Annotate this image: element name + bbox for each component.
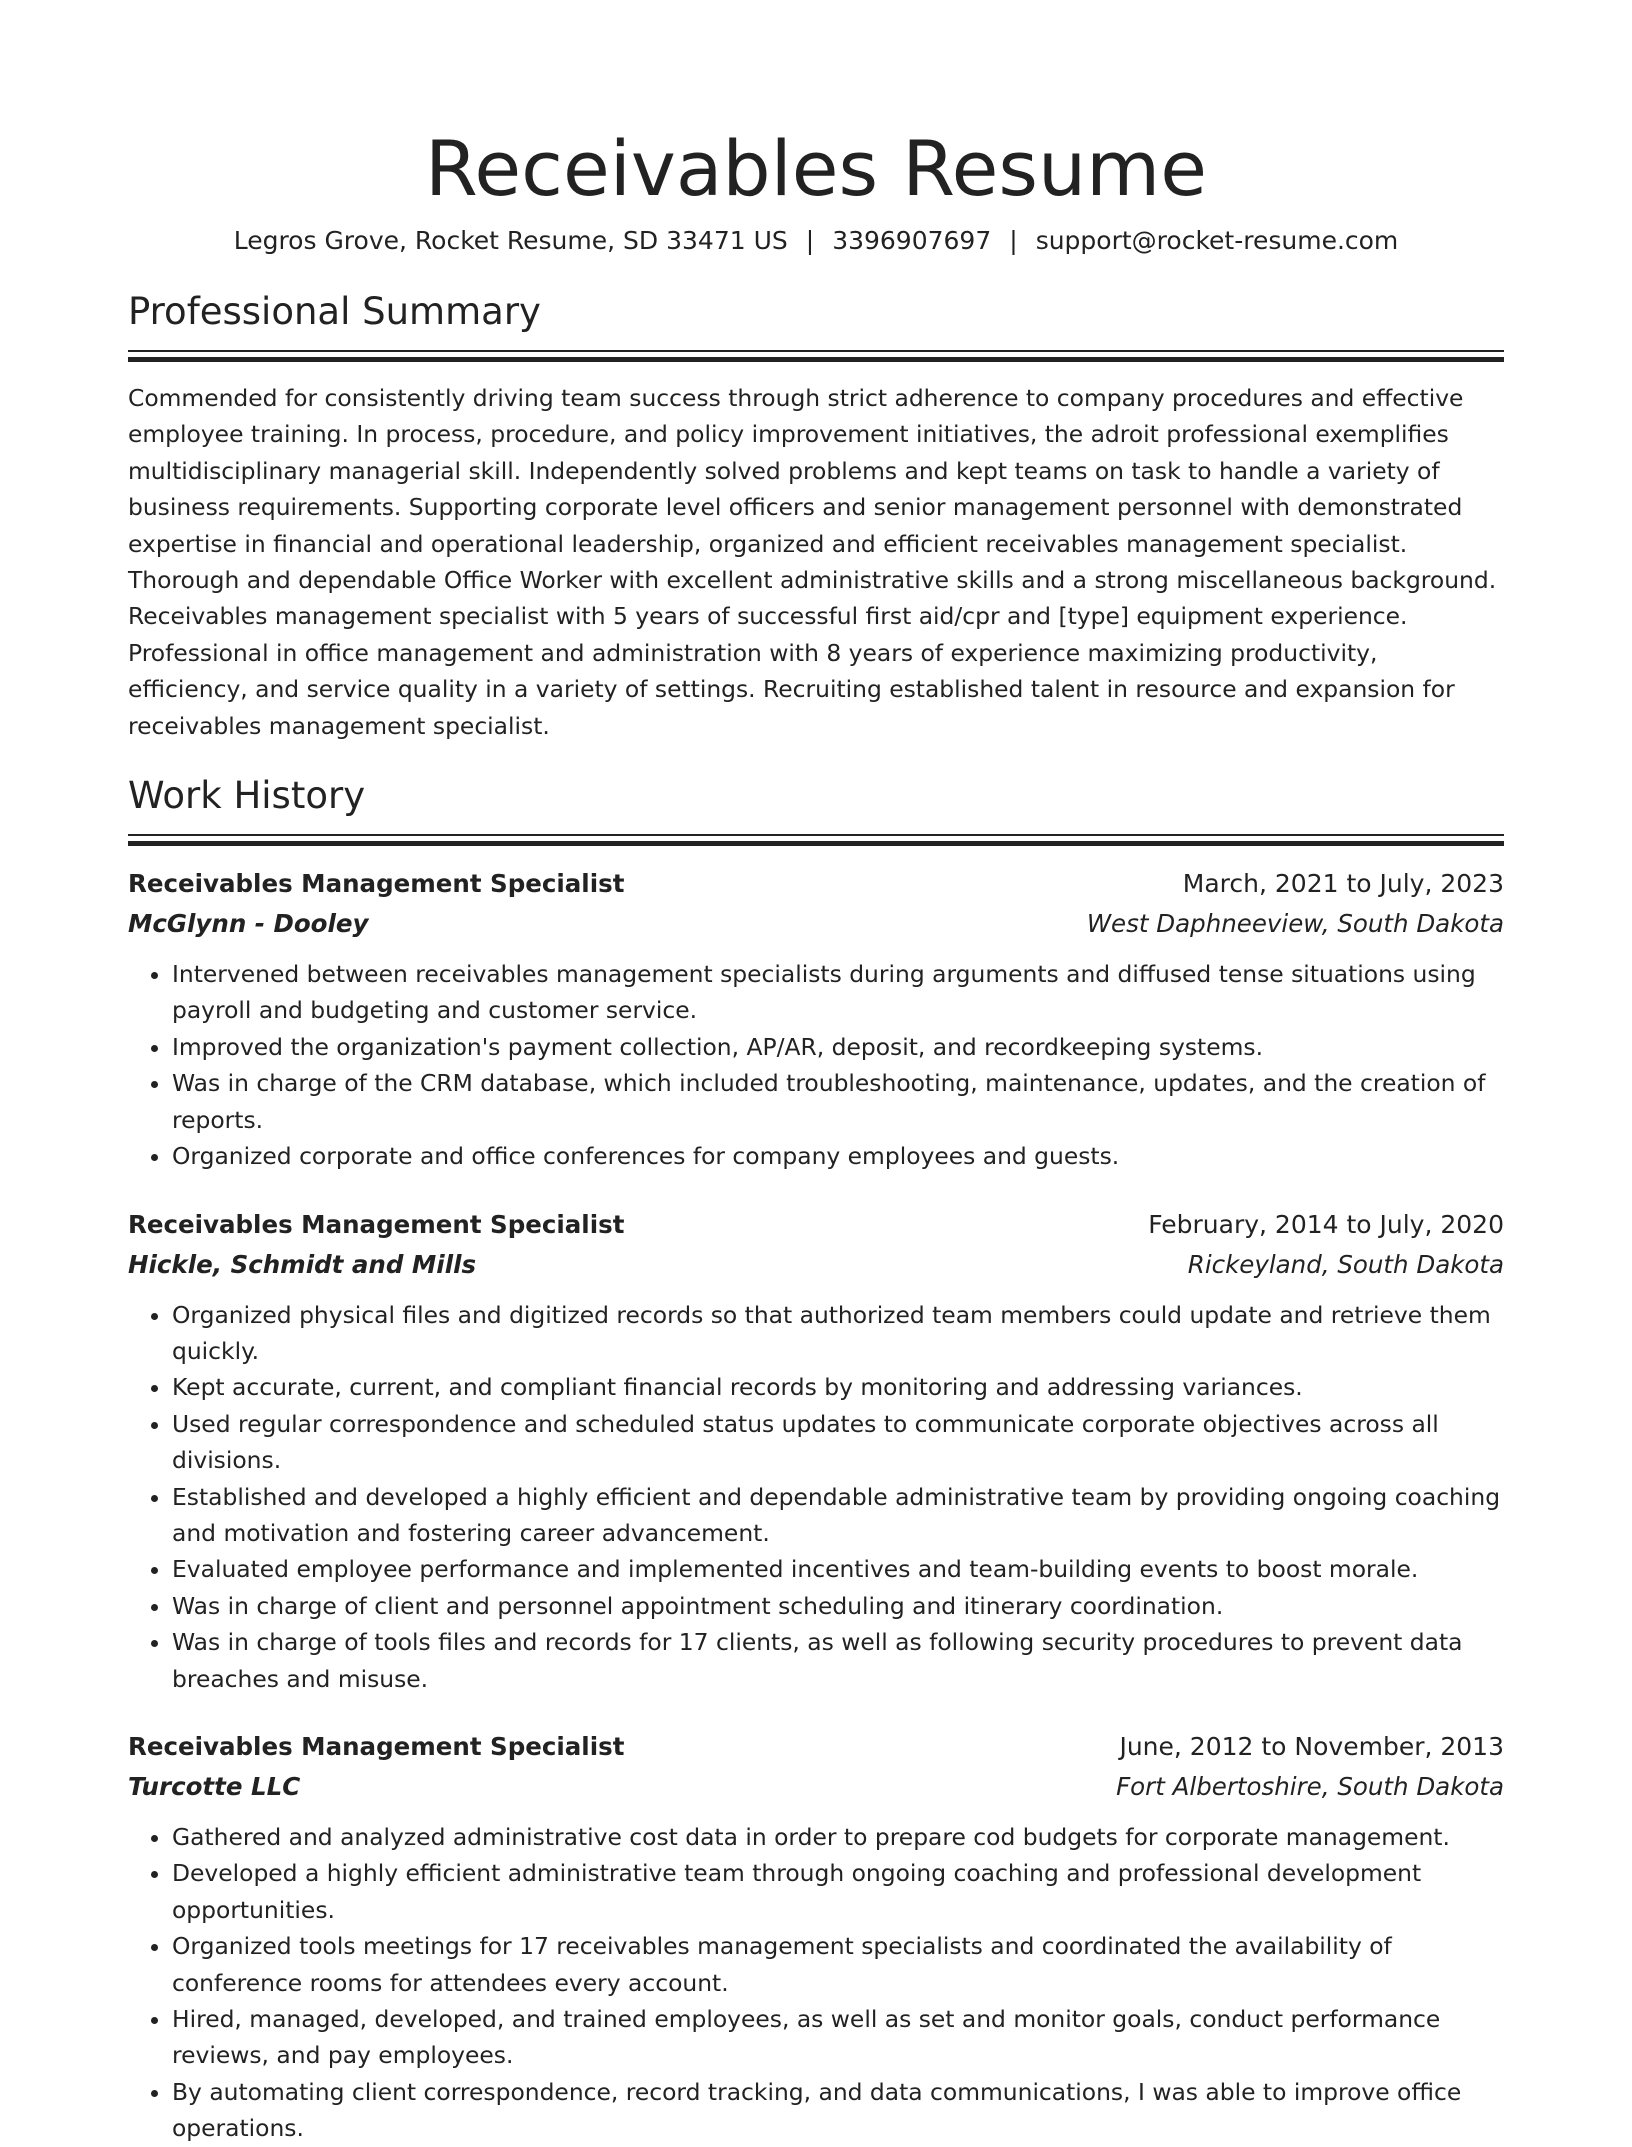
job-entry <box>128 1205 1504 1697</box>
section-divider <box>128 834 1504 844</box>
contact-phone: 3396907697 <box>832 226 992 255</box>
job-entry <box>128 864 1504 1174</box>
job-bullet: • Organized tools meetings for 17 receivables management specialists and coordinated the availability of conference rooms for attendees every account. <box>172 1928 1504 2001</box>
job-location: Rickeyland, South Dakota <box>1187 1249 1504 1279</box>
section-title-work-history: Work History <box>128 774 366 818</box>
job-bullet: • Evaluated employee performance and implemented incentives and team-building events to boost morale. <box>172 1551 1504 1587</box>
job-dates: February, 2014 to July, 2020 <box>1148 1209 1504 1239</box>
professional-summary-section <box>128 288 1504 744</box>
summary-text: Commended for consistently driving team success through strict adherence to company procedures and effective employee training. In process, procedure, and policy improvement initiatives, the adroit professional exemplifies multidisciplinary managerial skill. Independently solved problems and kept teams on task to handle a variety of business requirements. Supporting corporate level officers and senior management personnel with demonstrated expertise in financial and operational leadership, organized and efficient receivables management specialist. Thorough and dependable Office Worker with excellent administrative skills and a strong miscellaneous background. Receivables management specialist with 5 years of successful first aid/cpr and [type] equipment experience. Professional in office management and administration with 8 years of experience maximizing productivity, efficiency, and service quality in a variety of settings. Recruiting established talent in resource and expansion for receivables management specialist. <box>128 384 1497 740</box>
job-company: McGlynn - Dooley <box>128 909 369 939</box>
job-company: Turcotte LLC <box>128 1771 301 1801</box>
resume-page <box>128 0 1504 2147</box>
resume-name: Receivables Resume <box>425 124 1207 213</box>
job-bullet: • Kept accurate, current, and compliant financial records by monitoring and addressing variances. <box>172 1369 1504 1405</box>
contact-address: Legros Grove, Rocket Resume, SD 33471 US <box>233 226 788 255</box>
job-bullet: • Established and developed a highly efficient and dependable administrative team by providing ongoing coaching and motivation and fostering career advancement. <box>172 1479 1504 1552</box>
job-bullet: • Developed a highly efficient administrative team through ongoing coaching and professional development opportunities. <box>172 1855 1504 1928</box>
job-bullet: • Was in charge of tools files and records for 17 clients, as well as following security procedures to prevent data breaches and misuse. <box>172 1624 1504 1697</box>
job-bullet: • Was in charge of the CRM database, which included troubleshooting, maintenance, updates, and the creation of reports. <box>172 1065 1504 1138</box>
job-bullet: • Improved the organization's payment collection, AP/AR, deposit, and recordkeeping systems. <box>172 1029 1504 1065</box>
job-bullets <box>128 1819 1504 2147</box>
job-title: Receivables Management Specialist <box>128 1209 625 1239</box>
job-bullet: • Intervened between receivables management specialists during arguments and diffused tense situations using payroll and budgeting and customer service. <box>172 956 1504 1029</box>
job-company: Hickle, Schmidt and Mills <box>128 1249 477 1279</box>
job-bullet: • Organized corporate and office conferences for company employees and guests. <box>172 1138 1504 1174</box>
job-title: Receivables Management Specialist <box>128 869 625 899</box>
section-divider <box>128 350 1504 360</box>
job-entry <box>128 1727 1504 2147</box>
contact-line <box>128 224 1504 258</box>
contact-separator: | <box>805 226 815 255</box>
section-title-summary: Professional Summary <box>128 290 541 333</box>
job-bullet: • Hired, managed, developed, and trained employees, as well as set and monitor goals, conduct performance reviews, and pay employees. <box>172 2001 1504 2074</box>
contact-email: support@rocket-resume.com <box>1035 226 1399 255</box>
contact-separator: | <box>1009 226 1018 255</box>
job-bullets <box>128 1297 1504 1697</box>
job-bullet: • Used regular correspondence and scheduled status updates to communicate corporate objectives across all divisions. <box>172 1406 1504 1479</box>
job-location: West Daphneeview, South Dakota <box>1086 909 1504 939</box>
job-location: Fort Albertoshire, South Dakota <box>1116 1771 1504 1801</box>
job-bullet: • Was in charge of client and personnel appointment scheduling and itinerary coordination. <box>172 1588 1504 1624</box>
job-bullet: • Gathered and analyzed administrative cost data in order to prepare cod budgets for corporate management. <box>172 1819 1504 1855</box>
job-title: Receivables Management Specialist <box>128 1731 625 1761</box>
work-history-section <box>128 772 1504 2147</box>
job-bullet: • Organized physical files and digitized records so that authorized team members could update and retrieve them quickly. <box>172 1297 1504 1370</box>
job-dates: June, 2012 to November, 2013 <box>1119 1731 1504 1761</box>
job-bullet: • By automating client correspondence, record tracking, and data communications, I was able to improve office operations. <box>172 2074 1504 2147</box>
job-bullets <box>128 956 1504 1174</box>
job-dates: March, 2021 to July, 2023 <box>1182 869 1504 899</box>
